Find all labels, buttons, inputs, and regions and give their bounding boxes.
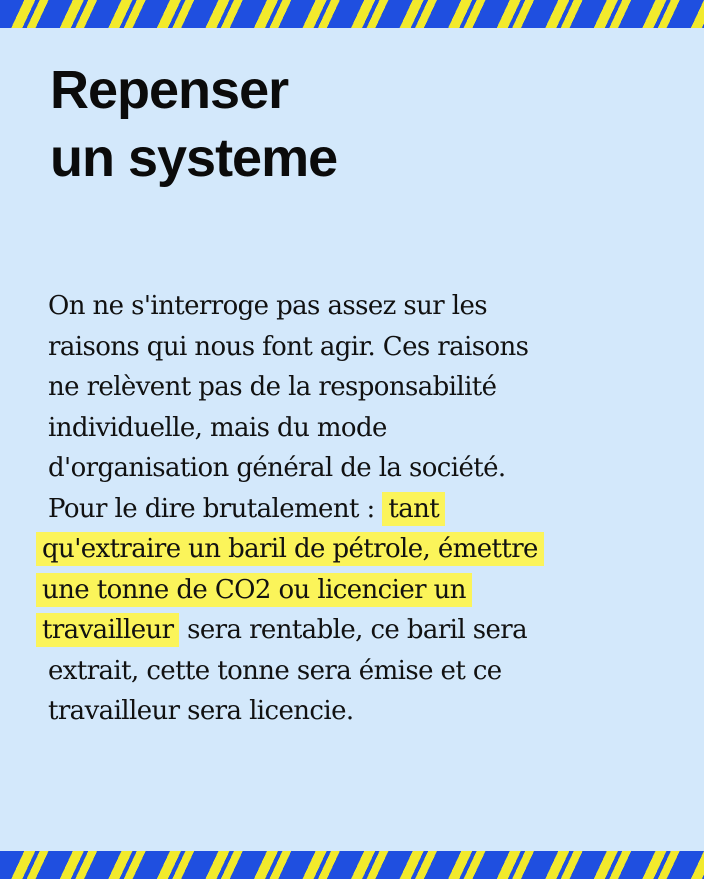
highlighted-text: une tonne de CO2 ou licencier un bbox=[36, 573, 472, 607]
paragraph-line bbox=[48, 489, 668, 530]
body-paragraph bbox=[42, 286, 668, 732]
title-line-1: Repenser bbox=[50, 60, 289, 120]
highlighted-text: tant bbox=[382, 492, 445, 526]
title-line-2: un systeme bbox=[50, 128, 338, 188]
bottom-stripe-border bbox=[0, 851, 704, 879]
paragraph-line: raisons qui nous font agir. Ces raisons bbox=[48, 331, 529, 362]
paragraph-line: d'organisation général de la société. bbox=[48, 453, 506, 483]
paragraph-line bbox=[36, 610, 668, 651]
paragraph-line bbox=[36, 529, 668, 570]
highlighted-text: qu'extraire un baril de pétrole, émettre bbox=[36, 532, 544, 566]
paragraph-line bbox=[36, 570, 668, 611]
paragraph-line-text: sera rentable, ce baril sera bbox=[179, 615, 527, 645]
page-title bbox=[50, 56, 650, 192]
paragraph-line: ne relèvent pas de la responsabilité bbox=[48, 372, 497, 402]
paragraph-line: travailleur sera licencie. bbox=[48, 696, 354, 726]
paragraph-line: individuelle, mais du mode bbox=[48, 412, 387, 443]
paragraph-line-text: Pour le dire brutalement : bbox=[48, 493, 383, 524]
paragraph-line: extrait, cette tonne sera émise et ce bbox=[48, 655, 502, 686]
highlighted-text: travailleur bbox=[36, 613, 179, 647]
top-stripe-border bbox=[0, 0, 704, 28]
paragraph-line: On ne s'interroge pas assez sur les bbox=[48, 291, 488, 321]
